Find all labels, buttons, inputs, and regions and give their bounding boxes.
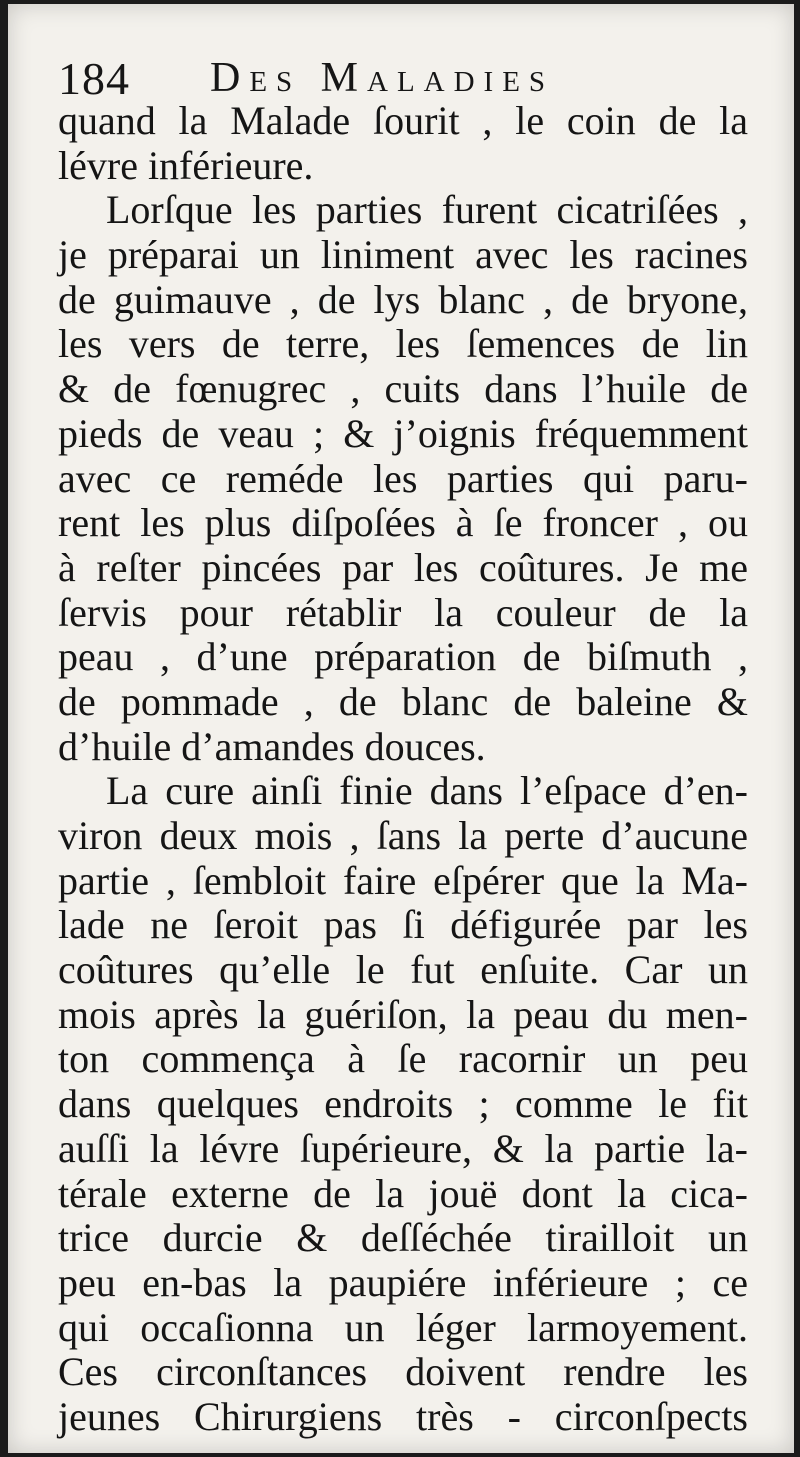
text-line: trice durcie & deſſéchée tirailloit un [58,1215,748,1261]
text-line: & de fœnugrec , cuits dans l’huile de [58,366,748,412]
text-line: jeunes Chirurgiens très - circonſpects [58,1393,748,1439]
text-line: peu en-bas la paupiére inférieure ; ce [58,1259,748,1305]
paragraph-start-line: Lorſque les parties furent cicatriſées , [106,187,748,233]
text-line: partie , ſembloit faire eſpérer que la Ma- [58,857,748,903]
book-page [8,4,794,1453]
text-line: térale externe de la jouë dont la cica- [58,1170,748,1216]
text-line: à reſter pincées par les coûtures. Je me [58,544,748,590]
text-line: ſervis pour rétablir la couleur de la [58,589,748,635]
text-line: de pommade , de blanc de baleine & [58,678,748,724]
body-text [58,99,748,1440]
text-line: d’huile d’amandes douces. [58,723,486,769]
text-line: dans quelques endroits ; comme le fit [58,1081,748,1127]
text-line: coûtures qu’elle le fut enſuite. Car un [58,947,748,993]
text-line: lade ne ſeroit pas ſi défigurée par les [58,902,748,948]
text-line: viron deux mois , ſans la perte d’aucune [58,813,748,858]
paragraph-start-line: La cure ainſi finie dans l’eſpace d’en- [106,768,748,814]
text-line: quand la Malade ſourit , le coin de la [58,98,748,143]
text-line: je préparai un liniment avec les racines [58,232,748,278]
text-line: rent les plus diſpoſées à ſe froncer , ou [58,500,748,546]
text-line: mois après la guériſon, la peau du men- [58,991,748,1037]
text-line: Ces circonſtances doivent rendre les [58,1349,748,1395]
text-line: auſſi la lévre ſupérieure, & la partie la- [58,1125,748,1171]
page-number: 184 [58,53,130,104]
running-head: Des Maladies [210,55,555,101]
text-line: avec ce reméde les parties qui paru- [58,455,748,501]
text-line: de guimauve , de lys blanc , de bryone, [58,276,748,322]
text-line: lévre inférieure. [58,142,314,188]
page-header [58,46,758,104]
text-line: les vers de terre, les ſemences de lin [58,321,748,367]
text-line: pieds de veau ; & j’oignis fréquemment [58,410,748,456]
text-line: ton commença à ſe racornir un peu [58,1036,748,1082]
text-line: peau , d’une préparation de biſmuth , [58,634,748,680]
text-line: qui occaſionna un léger larmoyement. [58,1304,748,1350]
